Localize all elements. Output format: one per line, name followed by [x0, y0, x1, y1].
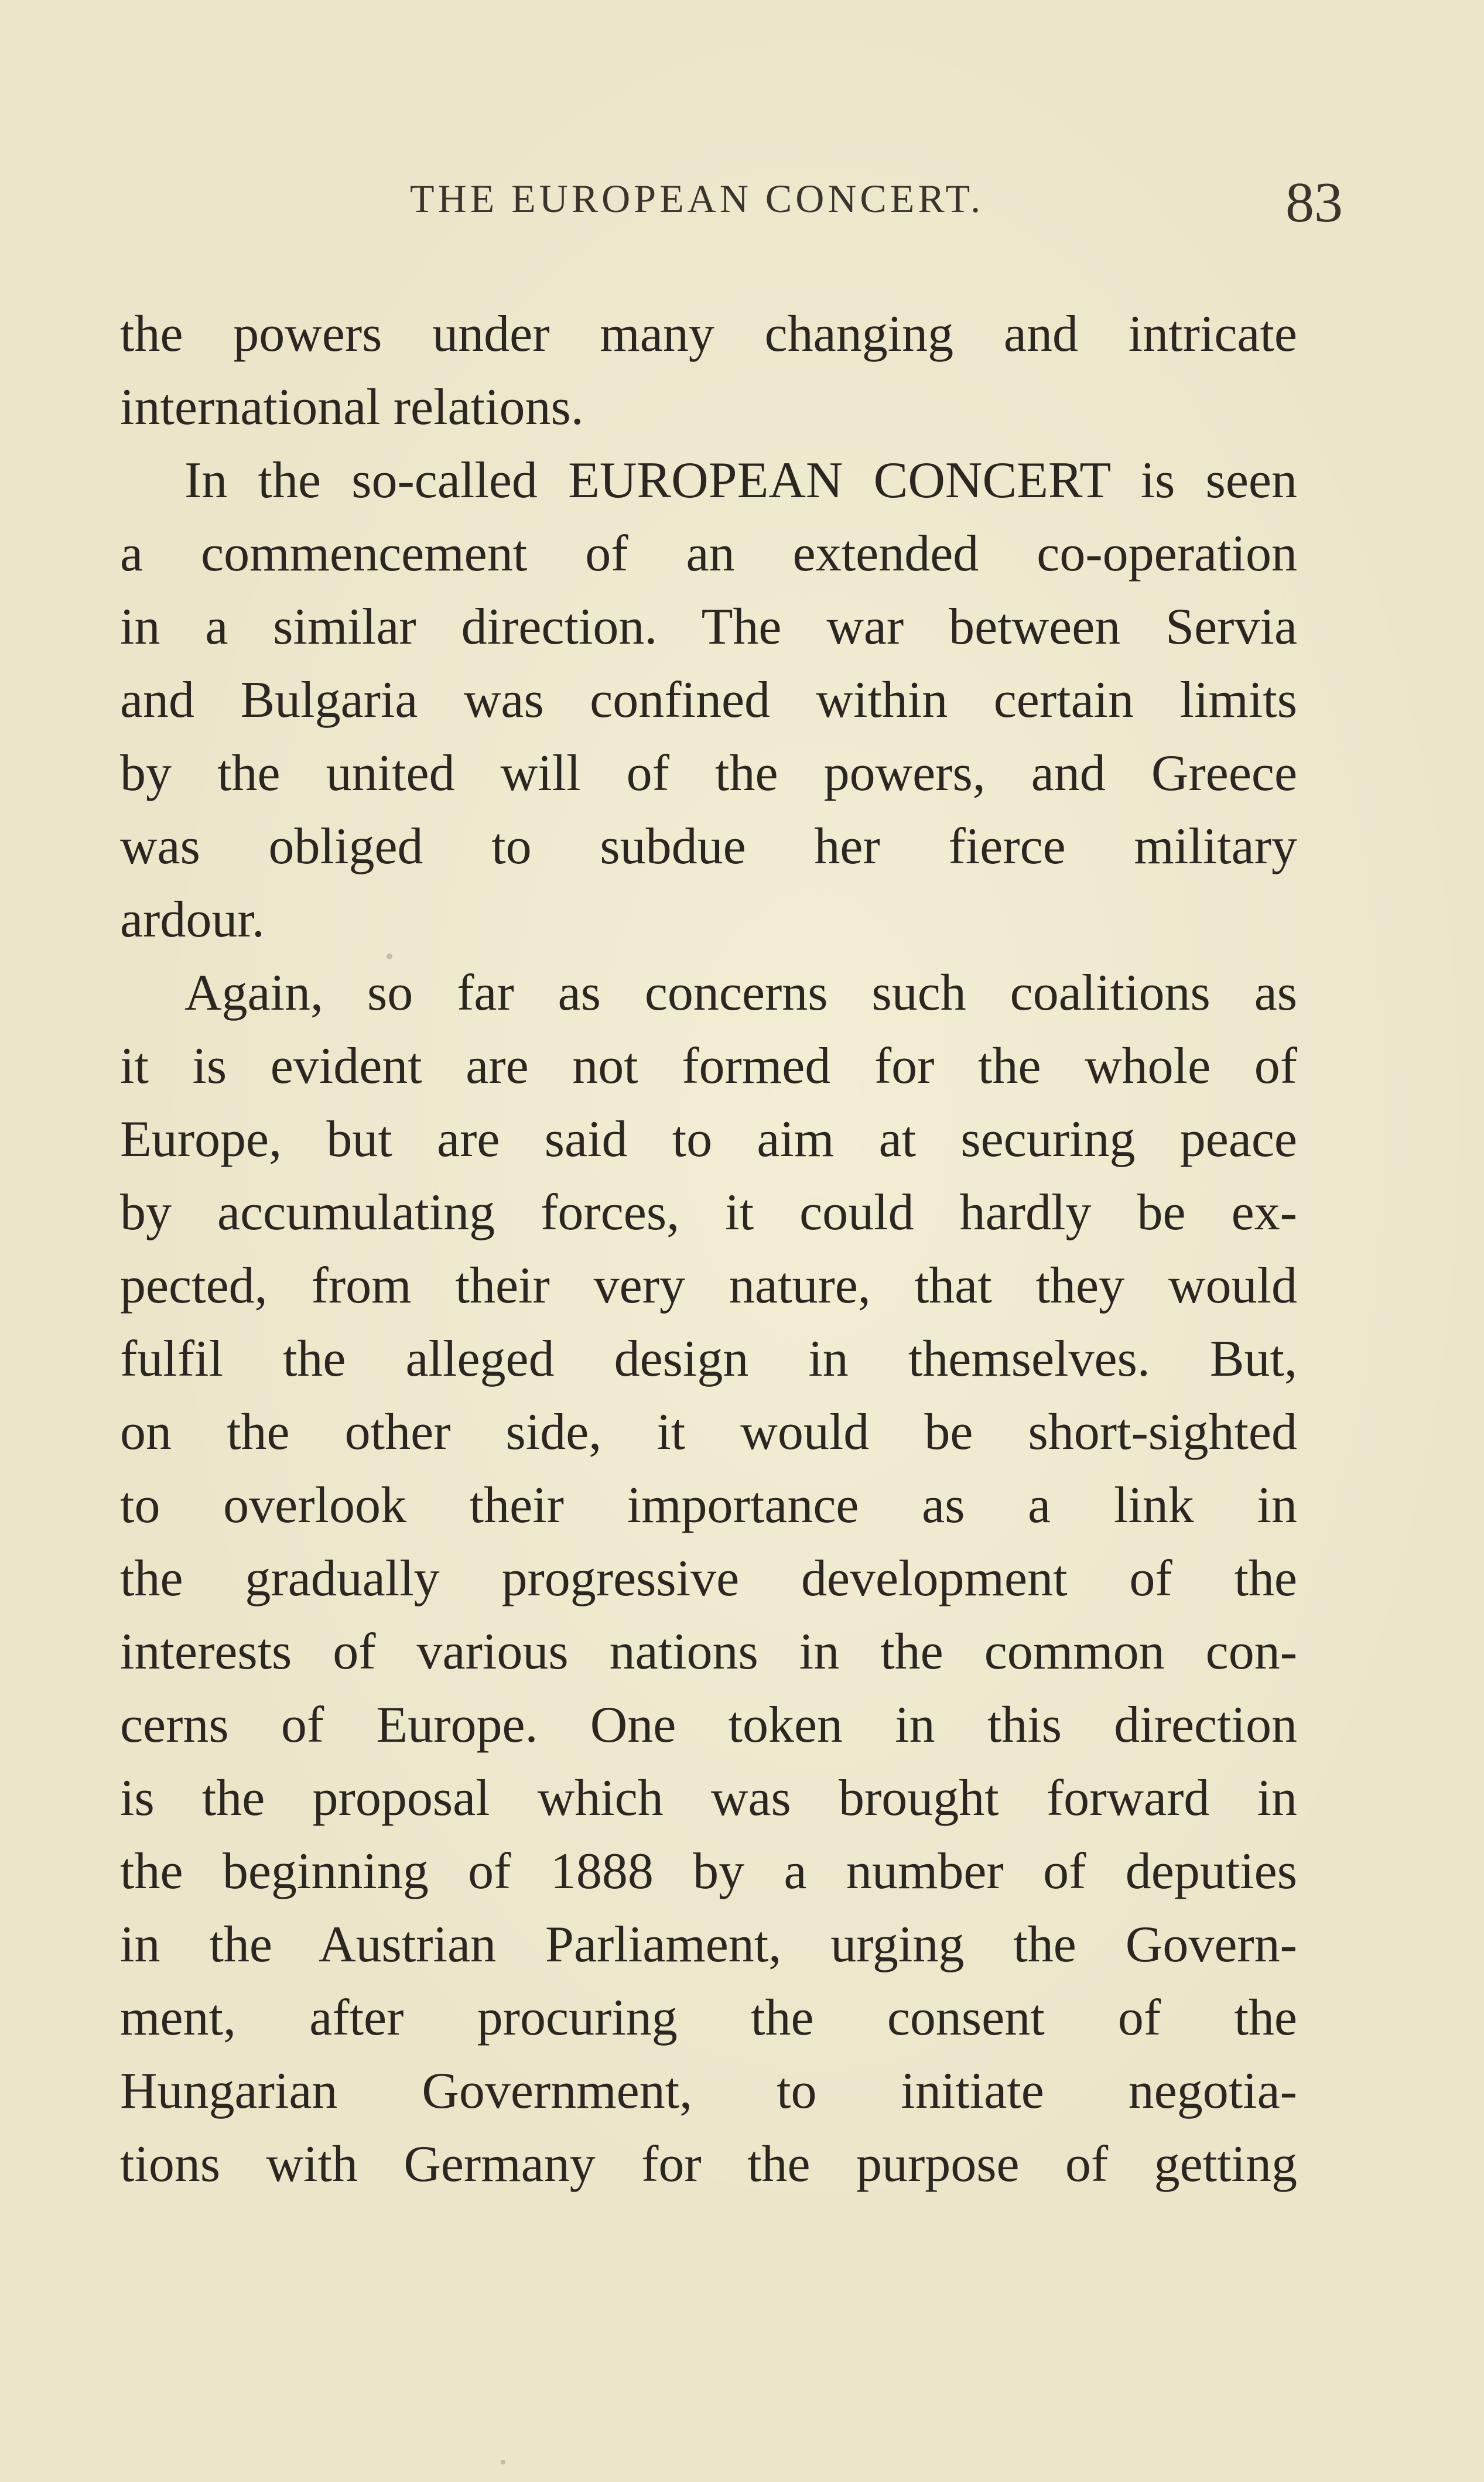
text-line: cerns of Europe. One token in this direction: [120, 1697, 1297, 1753]
text-line: Again, so far as concerns such coalitions as: [184, 965, 1297, 1021]
paper-speck: [501, 2460, 505, 2464]
page-number: 83: [1285, 171, 1343, 234]
text-line: pected, from their very nature, that they would: [120, 1257, 1297, 1314]
text-line: by accumulating forces, it could hardly be ex-: [120, 1184, 1297, 1241]
text-line: international relations.: [120, 379, 584, 436]
text-line: and Bulgaria was confined within certain limits: [120, 672, 1297, 729]
running-head: THE EUROPEAN CONCERT.: [410, 176, 984, 221]
text-line: was obliged to subdue her fierce military: [120, 818, 1297, 875]
text-line: to overlook their importance as a link in: [120, 1477, 1297, 1534]
text-line: interests of various nations in the common con-: [120, 1623, 1297, 1680]
text-line: Hungarian Government, to initiate negotia-: [120, 2063, 1297, 2119]
text-line: on the other side, it would be short-sighted: [120, 1404, 1297, 1461]
text-line: Europe, but are said to aim at securing peace: [120, 1111, 1297, 1168]
text-line: tions with Germany for the purpose of getting: [120, 2136, 1297, 2193]
text-line: the powers under many changing and intricate: [120, 306, 1297, 363]
text-line: in the Austrian Parliament, urging the Govern-: [120, 1916, 1297, 1973]
text-line: is the proposal which was brought forward in: [120, 1770, 1297, 1827]
paper-speck: [387, 953, 392, 959]
text-line: fulfil the alleged design in themselves. But,: [120, 1331, 1297, 1387]
text-line: the beginning of 1888 by a number of deputies: [120, 1843, 1297, 1900]
text-line: the gradually progressive development of the: [120, 1550, 1297, 1607]
text-line: it is evident are not formed for the whole of: [120, 1038, 1297, 1095]
text-line: ardour.: [120, 891, 265, 948]
text-line: In the so-called EUROPEAN CONCERT is seen: [184, 452, 1297, 509]
text-line: by the united will of the powers, and Greece: [120, 745, 1297, 802]
text-line: in a similar direction. The war between Servia: [120, 599, 1297, 655]
text-line: ment, after procuring the consent of the: [120, 1989, 1297, 2046]
body-text: [120, 298, 1297, 2201]
text-line: a commencement of an extended co-operation: [120, 525, 1297, 582]
